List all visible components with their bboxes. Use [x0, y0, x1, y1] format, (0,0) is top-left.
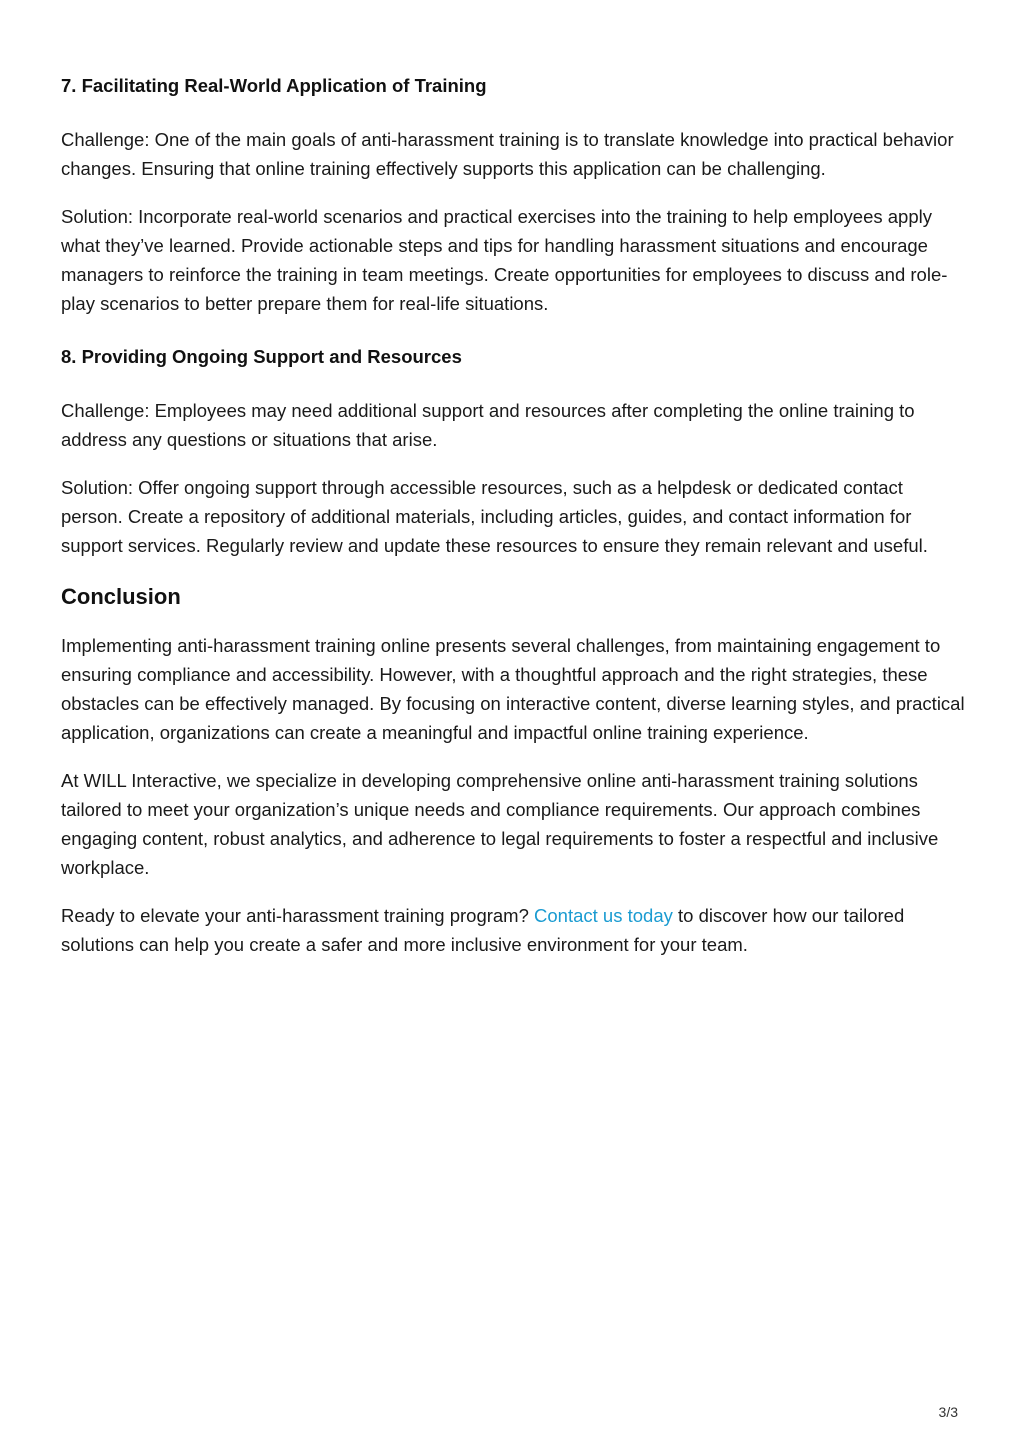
cta-text-before: Ready to elevate your anti-harassment training program? [61, 905, 535, 926]
page-indicator: 3/3 [938, 1404, 958, 1420]
section-7-solution: Solution: Incorporate real-world scenarios and practical exercises into the training to help employees apply what they’ve learned. Provide actionable steps and tips for handling harassment situations and encourage managers to reinforce the training in team meetings. Create opportunities for employees to discuss and role-play scenarios to better prepare them for real-life situations. [61, 206, 948, 314]
conclusion-heading: Conclusion [61, 584, 181, 609]
section-7-challenge: Challenge: One of the main goals of anti-harassment training is to translate knowledge into practical behavior changes. Ensuring that online training effectively supports this application can be challenging. [61, 129, 954, 179]
section-8-heading: 8. Providing Ongoing Support and Resources [61, 346, 462, 367]
conclusion-paragraph-3 [61, 901, 966, 959]
conclusion-paragraph-1: Implementing anti-harassment training online presents several challenges, from maintaining engagement to ensuring compliance and accessibility. However, with a thoughtful approach and the right strategies, these obstacles can be effectively managed. By focusing on interactive content, diverse learning styles, and practical application, organizations can create a meaningful and impactful online training experience. [61, 635, 965, 743]
conclusion-paragraph-2: At WILL Interactive, we specialize in developing comprehensive online anti-harassment training solutions tailored to meet your organization’s unique needs and compliance requirements. Our approach combines engaging content, robust analytics, and adherence to legal requirements to foster a respectful and inclusive workplace. [61, 770, 939, 878]
document-page [61, 72, 966, 959]
contact-us-link[interactable]: Contact us today [534, 905, 673, 926]
section-8-solution: Solution: Offer ongoing support through accessible resources, such as a helpdesk or dedicated contact person. Create a repository of additional materials, including articles, guides, and contact information for support services. Regularly review and update these resources to ensure they remain relevant and useful. [61, 477, 928, 556]
section-8-challenge: Challenge: Employees may need additional support and resources after completing the online training to address any questions or situations that arise. [61, 400, 915, 450]
cta-text-after: to discover how our tailored solutions can help you create a safer and more inclusive environment for your team. [61, 905, 905, 955]
section-7-heading: 7. Facilitating Real-World Application of Training [61, 75, 487, 96]
